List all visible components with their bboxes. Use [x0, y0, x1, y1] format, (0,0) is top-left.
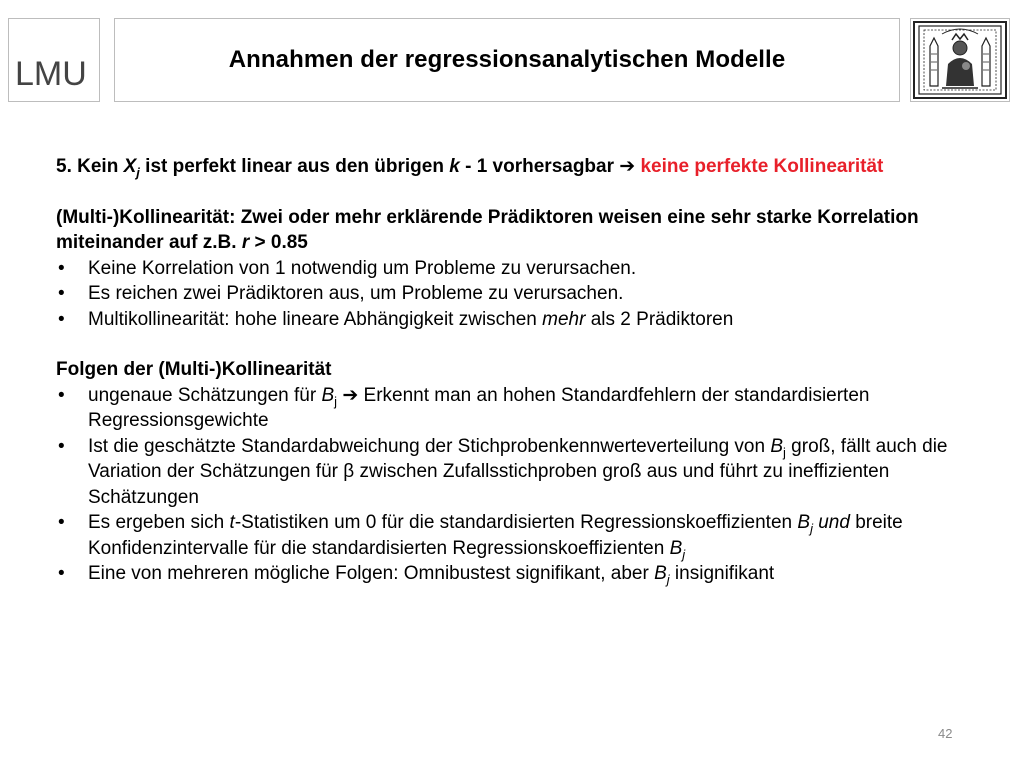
highlight-red: keine perfekte Kollinearität: [635, 156, 884, 177]
arrow-right-icon: ➔: [342, 384, 359, 406]
page-title: Annahmen der regressionsanalytischen Modelle: [228, 46, 786, 73]
definition-bullets: [56, 256, 986, 333]
arrow-right-icon: ➔: [619, 156, 636, 177]
title-box: [114, 18, 900, 102]
list-item: • ungenaue Schätzungen für $B_j$ ➔ Erkennt man an hohen Standardfehlern der standardisierten Regressionsgewichte: [56, 383, 986, 434]
beta-symbol: β: [343, 461, 355, 482]
lmu-logo-mark: [9, 19, 99, 101]
list-item: • Keine Korrelation von 1 notwendig um Probleme zu verursachen.: [56, 256, 986, 282]
seal-icon: [912, 20, 1008, 100]
list-item: • Ist die geschätzte Standardabweichung der Stichprobenkennwerteverteilung von $B_j$ groß, fällt auch die Variation der Schätzungen für β zwischen Zufallsstichproben groß aus und führt zu ineffizienten Schätzungen: [56, 434, 986, 511]
list-item: • Multikollinearität: hohe lineare Abhängigkeit zwischen mehr als 2 Prädiktoren: [56, 307, 986, 333]
slide-content: [56, 154, 986, 587]
lmu-logo-text: LMU: [15, 55, 87, 93]
list-item: • Es reichen zwei Prädiktoren aus, um Probleme zu verursachen.: [56, 281, 986, 307]
lmu-logo: [8, 18, 100, 102]
consequences-bullets: [56, 383, 986, 587]
list-item: • Eine von mehreren mögliche Folgen: Omnibustest signifikant, aber $B_j$ insignifikant: [56, 561, 986, 587]
collinearity-definition: (Multi-)Kollinearität: Zwei oder mehr erklärende Prädiktoren weisen eine sehr starke Korrelation miteinander auf z.B. r > 0.85: [56, 206, 919, 253]
consequences-heading: Folgen der (Multi-)Kollinearität: [56, 359, 332, 380]
assumption-5: 5. Kein $X_j$ ist perfekt linear aus den übrigen k - 1 vorhersagbar ➔ keine perfekte Kollinearität: [56, 156, 884, 180]
page-number: 42: [938, 726, 953, 741]
university-seal: [910, 18, 1010, 102]
list-item: • Es ergeben sich t-Statistiken um 0 für die standardisierten Regressionskoeffizienten $B_j$ und breite Konfidenzintervalle für die standardisierten Regressionskoeffizienten $B_j$: [56, 510, 986, 561]
